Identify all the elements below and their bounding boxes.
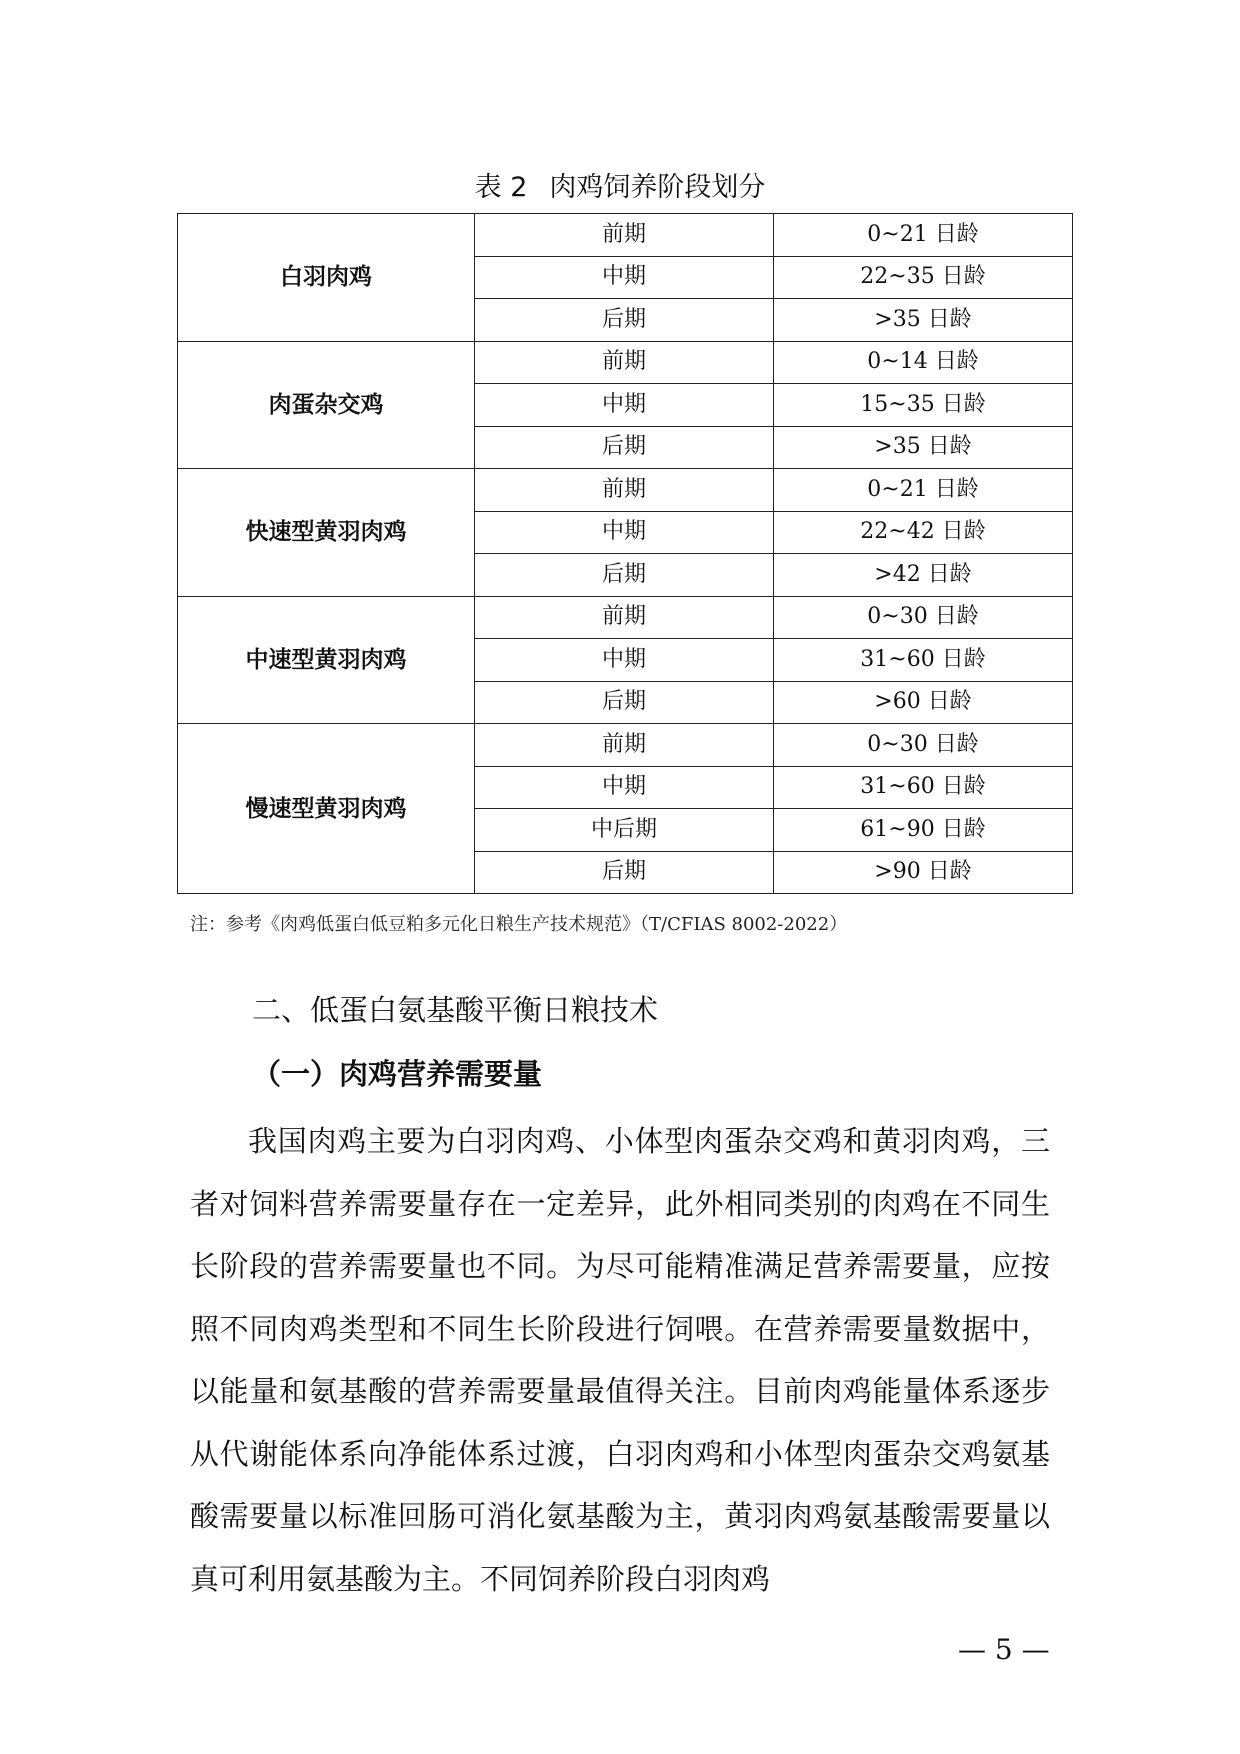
age-cell: >35 日龄 [774, 426, 1073, 469]
age-cell: 31~60 日龄 [774, 639, 1073, 682]
table-note: 注：参考《肉鸡低蛋白低豆粕多元化日粮生产技术规范》（T/CFIAS 8002-2022） [190, 914, 848, 935]
table-row [178, 724, 1073, 767]
stage-cell: 后期 [475, 426, 774, 469]
table-body [178, 214, 1073, 894]
stage-cell: 前期 [475, 724, 774, 767]
age-cell: 61~90 日龄 [774, 809, 1073, 852]
category-cell: 慢速型黄羽肉鸡 [178, 724, 475, 894]
age-cell: 0~21 日龄 [774, 214, 1073, 257]
table-row [178, 469, 1073, 512]
age-cell: 22~35 日龄 [774, 256, 1073, 299]
table-caption: 肉鸡饲养阶段划分 [549, 172, 766, 203]
stage-cell: 中期 [475, 766, 774, 809]
table-row [178, 214, 1073, 257]
age-cell: >35 日龄 [774, 299, 1073, 342]
stage-cell: 后期 [475, 299, 774, 342]
page-number: — 5 — [958, 1633, 1050, 1666]
section-subheading: （一）肉鸡营养需要量 [252, 1057, 543, 1091]
age-cell: 0~14 日龄 [774, 341, 1073, 384]
table-number: 表 2 [474, 172, 528, 203]
age-cell: 0~30 日龄 [774, 724, 1073, 767]
stage-cell: 前期 [475, 596, 774, 639]
age-cell: >60 日龄 [774, 681, 1073, 724]
stage-cell: 前期 [475, 341, 774, 384]
stage-cell: 中期 [475, 384, 774, 427]
stage-cell: 后期 [475, 851, 774, 894]
stage-cell: 中期 [475, 639, 774, 682]
stage-cell: 后期 [475, 554, 774, 597]
category-cell: 肉蛋杂交鸡 [178, 341, 475, 469]
age-cell: >42 日龄 [774, 554, 1073, 597]
table-row [178, 596, 1073, 639]
age-cell: 0~21 日龄 [774, 469, 1073, 512]
stage-cell: 前期 [475, 214, 774, 257]
age-cell: 0~30 日龄 [774, 596, 1073, 639]
stage-cell: 前期 [475, 469, 774, 512]
age-cell: 15~35 日龄 [774, 384, 1073, 427]
category-cell: 白羽肉鸡 [178, 214, 475, 342]
section-heading: 二、低蛋白氨基酸平衡日粮技术 [252, 993, 659, 1027]
category-cell: 中速型黄羽肉鸡 [178, 596, 475, 724]
age-cell: >90 日龄 [774, 851, 1073, 894]
body-paragraph: 我国肉鸡主要为白羽肉鸡、小体型肉蛋杂交鸡和黄羽肉鸡，三者对饲料营养需要量存在一定差异，此外相同类别的肉鸡在不同生长阶段的营养需要量也不同。为尽可能精准满足营养需要量，应按照不同肉鸡类型和不同生长阶段进行饲喂。在营养需要量数据中，以能量和氨基酸的营养需要量最值得关注。目前肉鸡能量体系逐步从代谢能体系向净能体系过渡，白羽肉鸡和小体型肉蛋杂交鸡氨基酸需要量以标准回肠可消化氨基酸为主，黄羽肉鸡氨基酸需要量以真可利用氨基酸为主。不同饲养阶段白羽肉鸡 [190, 1124, 1050, 1596]
stage-cell: 中期 [475, 511, 774, 554]
age-cell: 22~42 日龄 [774, 511, 1073, 554]
stage-cell: 后期 [475, 681, 774, 724]
table-title [0, 168, 1240, 208]
table-row [178, 341, 1073, 384]
age-cell: 31~60 日龄 [774, 766, 1073, 809]
stage-cell: 中后期 [475, 809, 774, 852]
feeding-stage-table [177, 213, 1073, 894]
stage-cell: 中期 [475, 256, 774, 299]
category-cell: 快速型黄羽肉鸡 [178, 469, 475, 597]
